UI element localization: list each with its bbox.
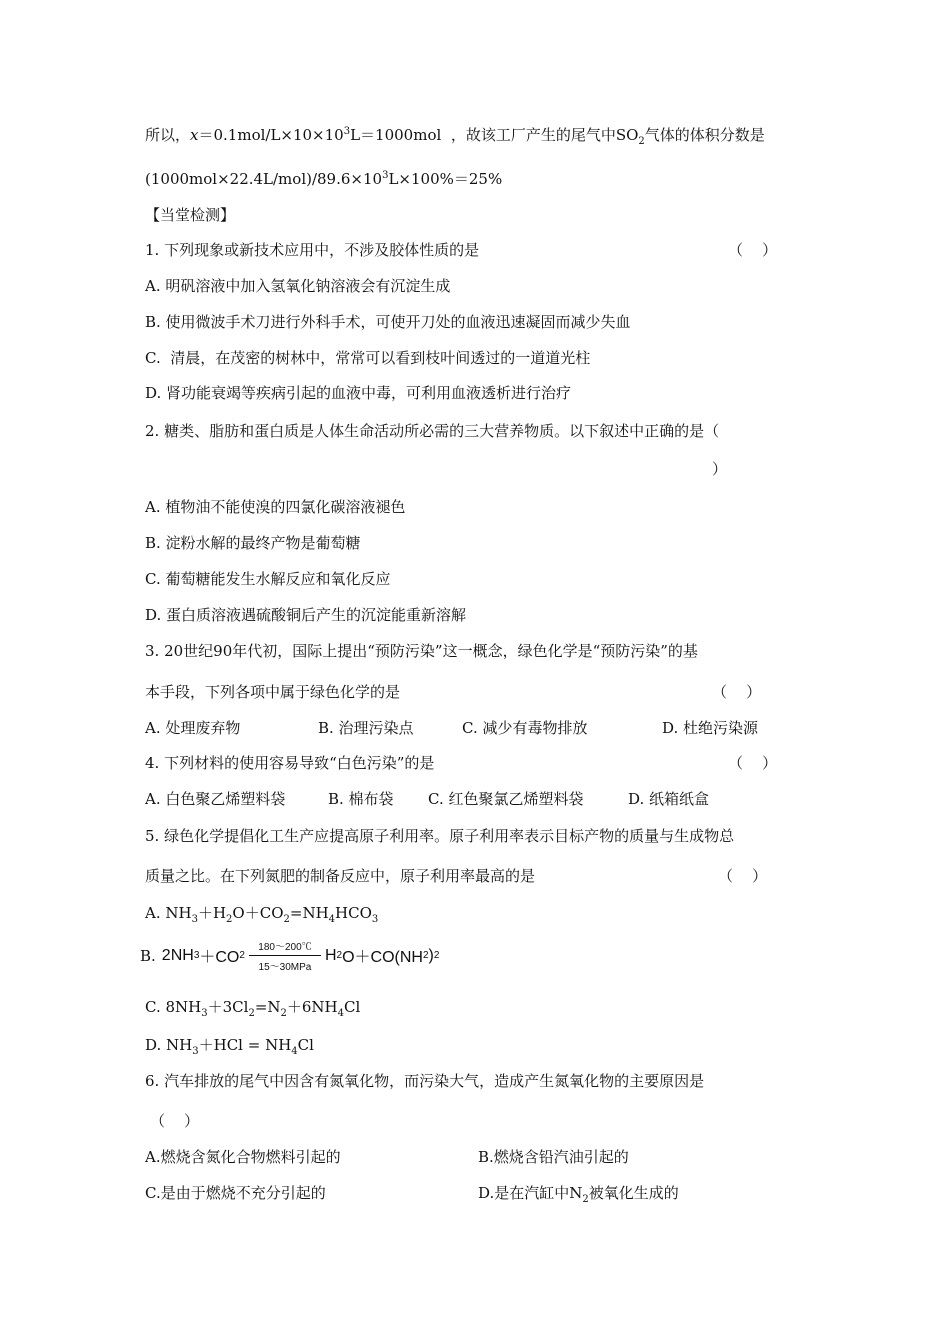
question-1-option-d: D. 肾功能衰竭等疾病引起的血液中毒，可利用血液透析进行治疗 (145, 384, 572, 402)
question-3-option-b: B. 治理污染点 (318, 719, 414, 737)
question-5-option-b: B. 2NH 3 ＋CO 2 $\frac{180\sim 200℃}{\text{15～30MPa}}$ H 2 O＋CO(NH 2 ) 2 (140, 938, 439, 973)
question-3-option-d: D. 杜绝污染源 (662, 719, 759, 737)
question-6-option-b: B.燃烧含铅汽油引起的 (478, 1148, 629, 1166)
question-2-option-b: B. 淀粉水解的最终产物是葡萄糖 (145, 534, 361, 552)
question-2-option-d: D. 蛋白质溶液遇硫酸铜后产生的沉淀能重新溶解 (145, 606, 467, 624)
question-3-stem-line-2: 本手段，下列各项中属于绿色化学的是 (145, 683, 401, 701)
question-4-answer-paren: （ ） (728, 754, 778, 772)
question-4-stem: 4. 下列材料的使用容易导致“白色污染”的是 (145, 754, 435, 772)
intro-line-2: $(1000mol\times 22.4L/mol)/89.6\times 10^3L\times 100\%=25\%$ (145, 170, 503, 188)
question-6-option-c: C.是由于燃烧不充分引起的 (145, 1184, 326, 1202)
reaction-conditions: $\frac{180\sim 200℃}{\text{15～30MPa}}$ (249, 938, 321, 973)
question-3-option-c: C. 减少有毒物排放 (462, 719, 588, 737)
question-2-answer-paren: ） (712, 460, 728, 478)
question-6-answer-paren: （ ） (150, 1112, 200, 1130)
question-5-stem-line-2: 质量之比。在下列氮肥的制备反应中，原子利用率最高的是 (145, 867, 536, 885)
question-6-option-d: D.是在汽缸中$N_2$被氧化生成的 (478, 1184, 679, 1205)
question-3-answer-paren: （ ） (712, 683, 762, 701)
section-title: 【当堂检测】 (145, 206, 236, 224)
question-2-stem: 2. 糖类、脂肪和蛋白质是人体生命活动所必需的三大营养物质。以下叙述中正确的是（ (145, 422, 720, 440)
question-1-option-a: A. 明矾溶液中加入氢氧化钠溶液会有沉淀生成 (145, 277, 451, 295)
question-4-option-b: B. 棉布袋 (328, 790, 394, 808)
question-1-stem: 1. 下列现象或新技术应用中，不涉及胶体性质的是 (145, 241, 480, 259)
question-4-option-d: D. 纸箱纸盒 (628, 790, 710, 808)
question-5-option-d: D. $NH_3+HCl = NH_4Cl$ (145, 1036, 314, 1057)
question-5-option-a: A. $NH_3+H_2O+CO_2=NH_4HCO_3$ (145, 904, 379, 925)
question-3-stem-line-1: 3. 20世纪90年代初，国际上提出“预防污染”这一概念，绿色化学是“预防污染”的基 (145, 642, 698, 660)
question-3-option-a: A. 处理废弃物 (145, 719, 241, 737)
question-1-option-c: C. 清晨，在茂密的树林中，常常可以看到枝叶间透过的一道道光柱 (145, 349, 591, 367)
intro-line-1: 所以，$x=0.1mol/L\times 10\times 10^3L=1000mol$ ，故该工厂产生的尾气中$SO_2$气体的体积分数是 (145, 126, 765, 147)
question-4-option-c: C. 红色聚氯乙烯塑料袋 (428, 790, 584, 808)
question-5-answer-paren: （ ） (718, 867, 768, 885)
question-6-stem: 6. 汽车排放的尾气中因含有氮氧化物，而污染大气，造成产生氮氧化物的主要原因是 (145, 1072, 705, 1090)
question-2-option-c: C. 葡萄糖能发生水解反应和氧化反应 (145, 570, 391, 588)
question-5-stem-line-1: 5. 绿色化学提倡化工生产应提高原子利用率。原子利用率表示目标产物的质量与生成物总 (145, 827, 735, 845)
question-4-option-a: A. 白色聚乙烯塑料袋 (145, 790, 286, 808)
question-2-option-a: A. 植物油不能使溴的四氯化碳溶液褪色 (145, 498, 406, 516)
question-6-option-a: A.燃烧含氮化合物燃料引起的 (145, 1148, 341, 1166)
question-1-answer-paren: （ ） (728, 241, 778, 259)
question-5-option-c: C. $8NH_3+3Cl_2=N_2+6NH_4Cl$ (145, 998, 361, 1019)
question-1-option-b: B. 使用微波手术刀进行外科手术，可使开刀处的血液迅速凝固而减少失血 (145, 313, 631, 331)
